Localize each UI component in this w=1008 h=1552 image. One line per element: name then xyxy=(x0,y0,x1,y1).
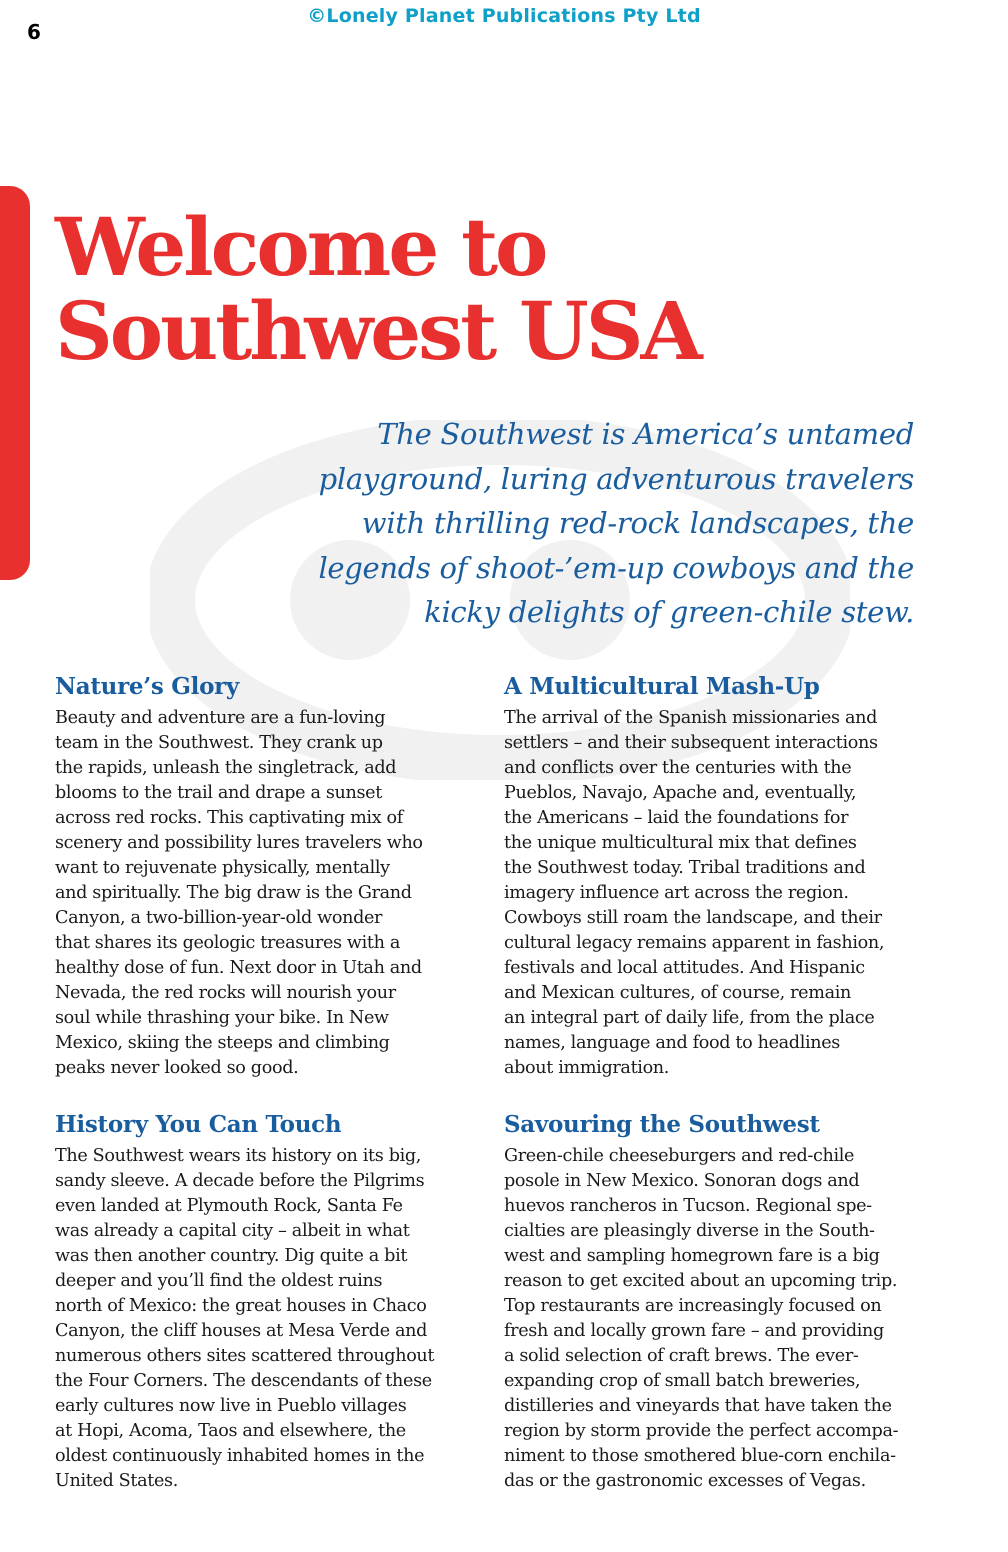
body-line: Green-chile cheeseburgers and red-chile xyxy=(504,1146,855,1166)
section-history-you-can-touch xyxy=(55,1110,485,1494)
intro-line: kicky delights of green-chile stew. xyxy=(424,595,914,629)
intro-line: The Southwest is America’s untamed xyxy=(377,417,914,451)
body-line: numerous others sites scattered throughout xyxy=(55,1346,435,1366)
body-line: Pueblos, Navajo, Apache and, eventually, xyxy=(504,783,857,803)
body-line: Beauty and adventure are a fun-loving xyxy=(55,708,386,728)
red-side-tab xyxy=(0,186,30,580)
body-line: huevos rancheros in Tucson. Regional spe- xyxy=(504,1196,872,1216)
body-line: sandy sleeve. A decade before the Pilgrims xyxy=(55,1171,425,1191)
body-line: festivals and local attitudes. And Hispanic xyxy=(504,958,865,978)
body-line: settlers – and their subsequent interactions xyxy=(504,733,878,753)
body-line: Nevada, the red rocks will nourish your xyxy=(55,983,396,1003)
body-line: reason to get excited about an upcoming trip. xyxy=(504,1271,898,1291)
section-body xyxy=(55,706,485,1081)
body-line: Canyon, a two-billion-year-old wonder xyxy=(55,908,383,928)
section-heading: Nature’s Glory xyxy=(55,673,239,700)
section-body xyxy=(504,706,934,1081)
body-line: oldest continuously inhabited homes in the xyxy=(55,1446,425,1466)
body-line: region by storm provide the perfect accompa- xyxy=(504,1421,899,1441)
body-line: and spiritually. The big draw is the Grand xyxy=(55,883,412,903)
body-line: team in the Southwest. They crank up xyxy=(55,733,383,753)
body-line: the Southwest today. Tribal traditions and xyxy=(504,858,866,878)
body-line: niment to those smothered blue-corn enchila- xyxy=(504,1446,896,1466)
body-line: a solid selection of craft brews. The ever- xyxy=(504,1346,859,1366)
section-body xyxy=(504,1144,934,1494)
body-line: the unique multicultural mix that defines xyxy=(504,833,857,853)
body-line: fresh and locally grown fare – and providing xyxy=(504,1321,884,1341)
body-line: and Mexican cultures, of course, remain xyxy=(504,983,851,1003)
intro-line: legends of shoot-’em-up cowboys and the xyxy=(318,550,914,585)
body-line: United States. xyxy=(55,1471,178,1491)
body-line: names, language and food to headlines xyxy=(504,1033,840,1053)
page-title xyxy=(55,200,700,378)
body-line: posole in New Mexico. Sonoran dogs and xyxy=(504,1171,860,1191)
body-line: The arrival of the Spanish missionaries and xyxy=(504,708,877,728)
section-heading: Savouring the Southwest xyxy=(504,1111,820,1138)
body-line: was then another country. Dig quite a bit xyxy=(55,1246,408,1266)
body-line: imagery influence art across the region. xyxy=(504,883,849,903)
intro-line: playground, luring adventurous travelers xyxy=(318,461,914,496)
body-line: the Americans – laid the foundations for xyxy=(504,808,849,828)
body-line: was already a capital city – albeit in what xyxy=(55,1221,410,1241)
body-line: that shares its geologic treasures with a xyxy=(55,933,400,953)
body-line: Mexico, skiing the steeps and climbing xyxy=(55,1033,390,1053)
body-line: cialties are pleasingly diverse in the South- xyxy=(504,1221,875,1241)
section-natures-glory xyxy=(55,672,485,1081)
body-line: Canyon, the cliff houses at Mesa Verde and xyxy=(55,1321,428,1341)
intro-paragraph xyxy=(234,412,914,635)
body-line: the Four Corners. The descendants of these xyxy=(55,1371,432,1391)
section-savouring-the-southwest xyxy=(504,1110,934,1494)
body-line: Top restaurants are increasingly focused on xyxy=(504,1296,882,1316)
body-line: soul while thrashing your bike. In New xyxy=(55,1008,389,1028)
body-line: and conflicts over the centuries with the xyxy=(504,758,852,778)
title-line: Welcome to xyxy=(55,200,546,294)
title-line: Southwest USA xyxy=(55,284,700,378)
copyright-notice: ©Lonely Planet Publications Pty Ltd xyxy=(307,5,701,27)
body-line: early cultures now live in Pueblo villages xyxy=(55,1396,407,1416)
body-line: deeper and you’ll find the oldest ruins xyxy=(55,1271,383,1291)
body-line: an integral part of daily life, from the place xyxy=(504,1008,875,1028)
body-line: peaks never looked so good. xyxy=(55,1058,299,1078)
body-line: distilleries and vineyards that have taken the xyxy=(504,1396,892,1416)
body-line: healthy dose of fun. Next door in Utah and xyxy=(55,958,422,978)
body-line: at Hopi, Acoma, Taos and elsewhere, the xyxy=(55,1421,406,1441)
intro-line: with thrilling red-rock landscapes, the xyxy=(361,506,914,540)
section-multicultural-mash-up xyxy=(504,672,934,1081)
section-heading: A Multicultural Mash-Up xyxy=(504,673,820,700)
body-line: cultural legacy remains apparent in fashion, xyxy=(504,933,885,953)
body-line: across red rocks. This captivating mix of xyxy=(55,808,403,828)
page-number: 6 xyxy=(27,20,41,44)
body-line: north of Mexico: the great houses in Chaco xyxy=(55,1296,427,1316)
body-line: want to rejuvenate physically, mentally xyxy=(55,858,390,878)
body-line: expanding crop of small batch breweries, xyxy=(504,1371,861,1391)
section-body xyxy=(55,1144,485,1494)
body-line: Cowboys still roam the landscape, and their xyxy=(504,908,882,928)
section-heading: History You Can Touch xyxy=(55,1111,342,1138)
body-line: west and sampling homegrown fare is a big xyxy=(504,1246,880,1266)
body-line: the rapids, unleash the singletrack, add xyxy=(55,758,397,778)
body-line: The Southwest wears its history on its big, xyxy=(55,1146,422,1166)
body-line: das or the gastronomic excesses of Vegas. xyxy=(504,1471,866,1491)
body-line: about immigration. xyxy=(504,1058,670,1078)
body-line: blooms to the trail and drape a sunset xyxy=(55,783,382,803)
body-line: even landed at Plymouth Rock, Santa Fe xyxy=(55,1196,403,1216)
body-line: scenery and possibility lures travelers who xyxy=(55,833,423,853)
